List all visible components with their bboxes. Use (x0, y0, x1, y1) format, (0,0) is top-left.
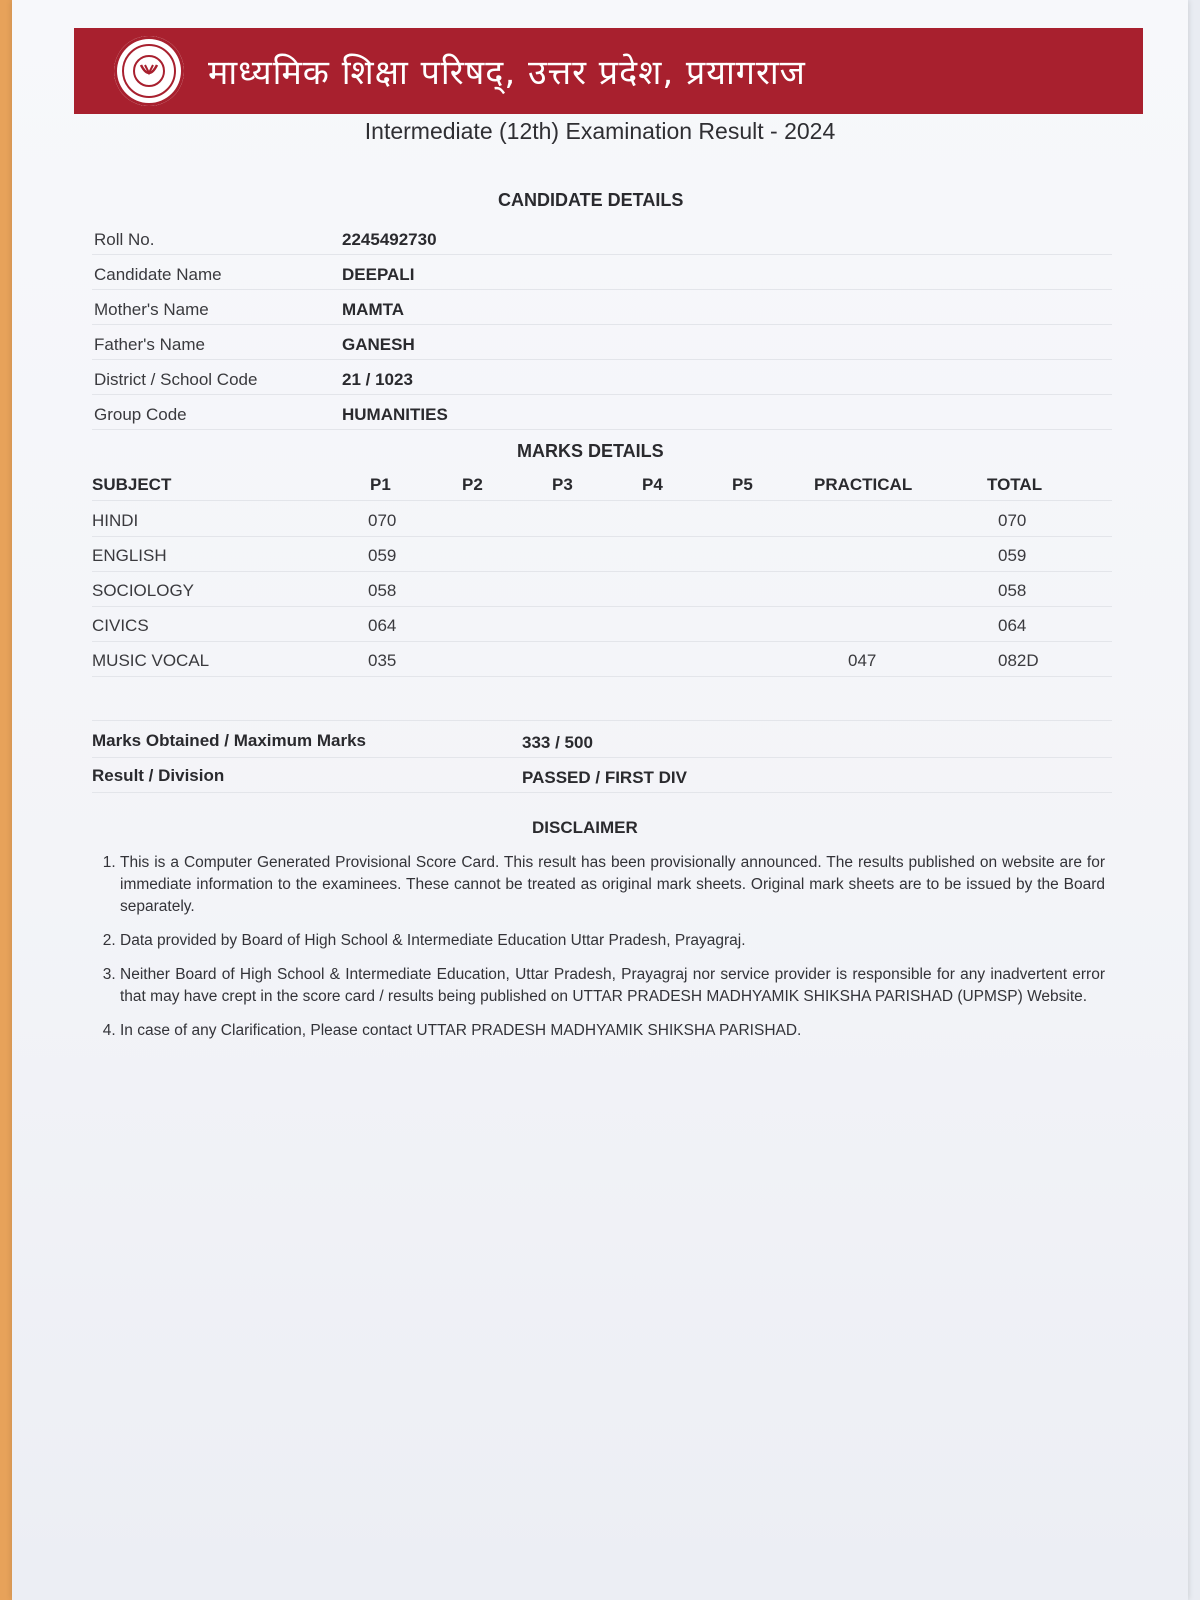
disclaimer-item: 2. Data provided by Board of High School & Intermediate Education Uttar Pradesh, Prayagraj. (120, 930, 1105, 952)
father-name-label: Father's Name (94, 335, 205, 354)
candidate-name-value: DEEPALI (342, 265, 415, 284)
page-edge (0, 0, 12, 1600)
group-code-label: Group Code (94, 405, 187, 424)
row-divider (92, 571, 1112, 572)
roll-no-value: 2245492730 (342, 230, 437, 249)
marks-subject: CIVICS (92, 616, 149, 635)
district-school-code-value: 21 / 1023 (342, 370, 413, 389)
marks-header-total: TOTAL (987, 475, 1043, 494)
marks-subject: SOCIOLOGY (92, 581, 195, 600)
marks-obtained-label: Marks Obtained / Maximum Marks (92, 731, 366, 750)
row-divider (92, 254, 1112, 255)
marks-subject: MUSIC VOCAL (92, 651, 210, 670)
marks-section-title: MARKS DETAILS (517, 441, 664, 461)
row-divider (92, 394, 1112, 395)
row-divider (92, 641, 1112, 642)
row-divider (92, 536, 1112, 537)
roll-no-label: Roll No. (94, 230, 155, 249)
marks-total: 082D (998, 651, 1039, 670)
marks-total: 070 (998, 511, 1027, 530)
marks-header-p4: P4 (642, 475, 663, 494)
marks-header-p1: P1 (370, 475, 391, 494)
disclaimer-item: 4. In case of any Clarification, Please contact UTTAR PRADESH MADHYAMIK SHIKSHA PARISHAD. (120, 1020, 1105, 1042)
disclaimer-list (92, 852, 1105, 1054)
marks-p1: 058 (368, 581, 397, 600)
result-division-label: Result / Division (92, 766, 225, 785)
marks-total: 058 (998, 581, 1027, 600)
group-code-value: HUMANITIES (342, 405, 448, 424)
up-government-emblem-icon (114, 36, 184, 106)
marks-p1: 035 (368, 651, 397, 670)
row-divider (92, 792, 1112, 793)
marks-subject: HINDI (92, 511, 139, 530)
row-divider (92, 720, 1112, 721)
disclaimer-item: 3. Neither Board of High School & Intermediate Education, Uttar Pradesh, Prayagraj nor service provider is responsible for any inadvertent error that may have crept in the score card / results being published on UTTAR PRADESH MADHYAMIK SHIKSHA PARISHAD (UPMSP) Website. (120, 964, 1105, 1008)
marks-header-p2: P2 (462, 475, 483, 494)
marks-p1: 064 (368, 616, 397, 635)
marks-practical: 047 (848, 651, 877, 670)
row-divider (92, 606, 1112, 607)
marks-header-p3: P3 (552, 475, 573, 494)
row-divider (92, 500, 1112, 501)
result-page (12, 0, 1188, 1600)
marks-header-practical: PRACTICAL (814, 475, 913, 494)
row-divider (92, 359, 1112, 360)
marks-header-p5: P5 (732, 475, 753, 494)
result-division-value: PASSED / FIRST DIV (522, 768, 687, 787)
marks-total: 064 (998, 616, 1027, 635)
mother-name-value: MAMTA (342, 300, 404, 319)
district-school-code-label: District / School Code (94, 370, 258, 389)
mother-name-label: Mother's Name (94, 300, 209, 319)
marks-header-subject: SUBJECT (92, 475, 172, 494)
disclaimer-item: 1. This is a Computer Generated Provisional Score Card. This result has been provisionally announced. The results published on website are for immediate information to the examinees. These cannot be treated as original mark sheets. Original mark sheets are to be issued by the Board separately. (120, 852, 1105, 918)
father-name-value: GANESH (342, 335, 415, 354)
exam-title: Intermediate (12th) Examination Result - 2024 (364, 118, 836, 144)
candidate-section-title: CANDIDATE DETAILS (498, 190, 684, 210)
header-banner (74, 28, 1143, 114)
disclaimer-title: DISCLAIMER (532, 818, 638, 837)
row-divider (92, 757, 1112, 758)
marks-subject: ENGLISH (92, 546, 167, 565)
marks-p1: 070 (368, 511, 397, 530)
row-divider (92, 676, 1112, 677)
marks-total: 059 (998, 546, 1027, 565)
row-divider (92, 289, 1112, 290)
marks-obtained-value: 333 / 500 (522, 733, 593, 752)
candidate-name-label: Candidate Name (94, 265, 222, 284)
marks-p1: 059 (368, 546, 397, 565)
row-divider (92, 324, 1112, 325)
row-divider (92, 429, 1112, 430)
board-title: माध्यमिक शिक्षा परिषद्, उत्तर प्रदेश, प्रयागराज (208, 53, 806, 93)
